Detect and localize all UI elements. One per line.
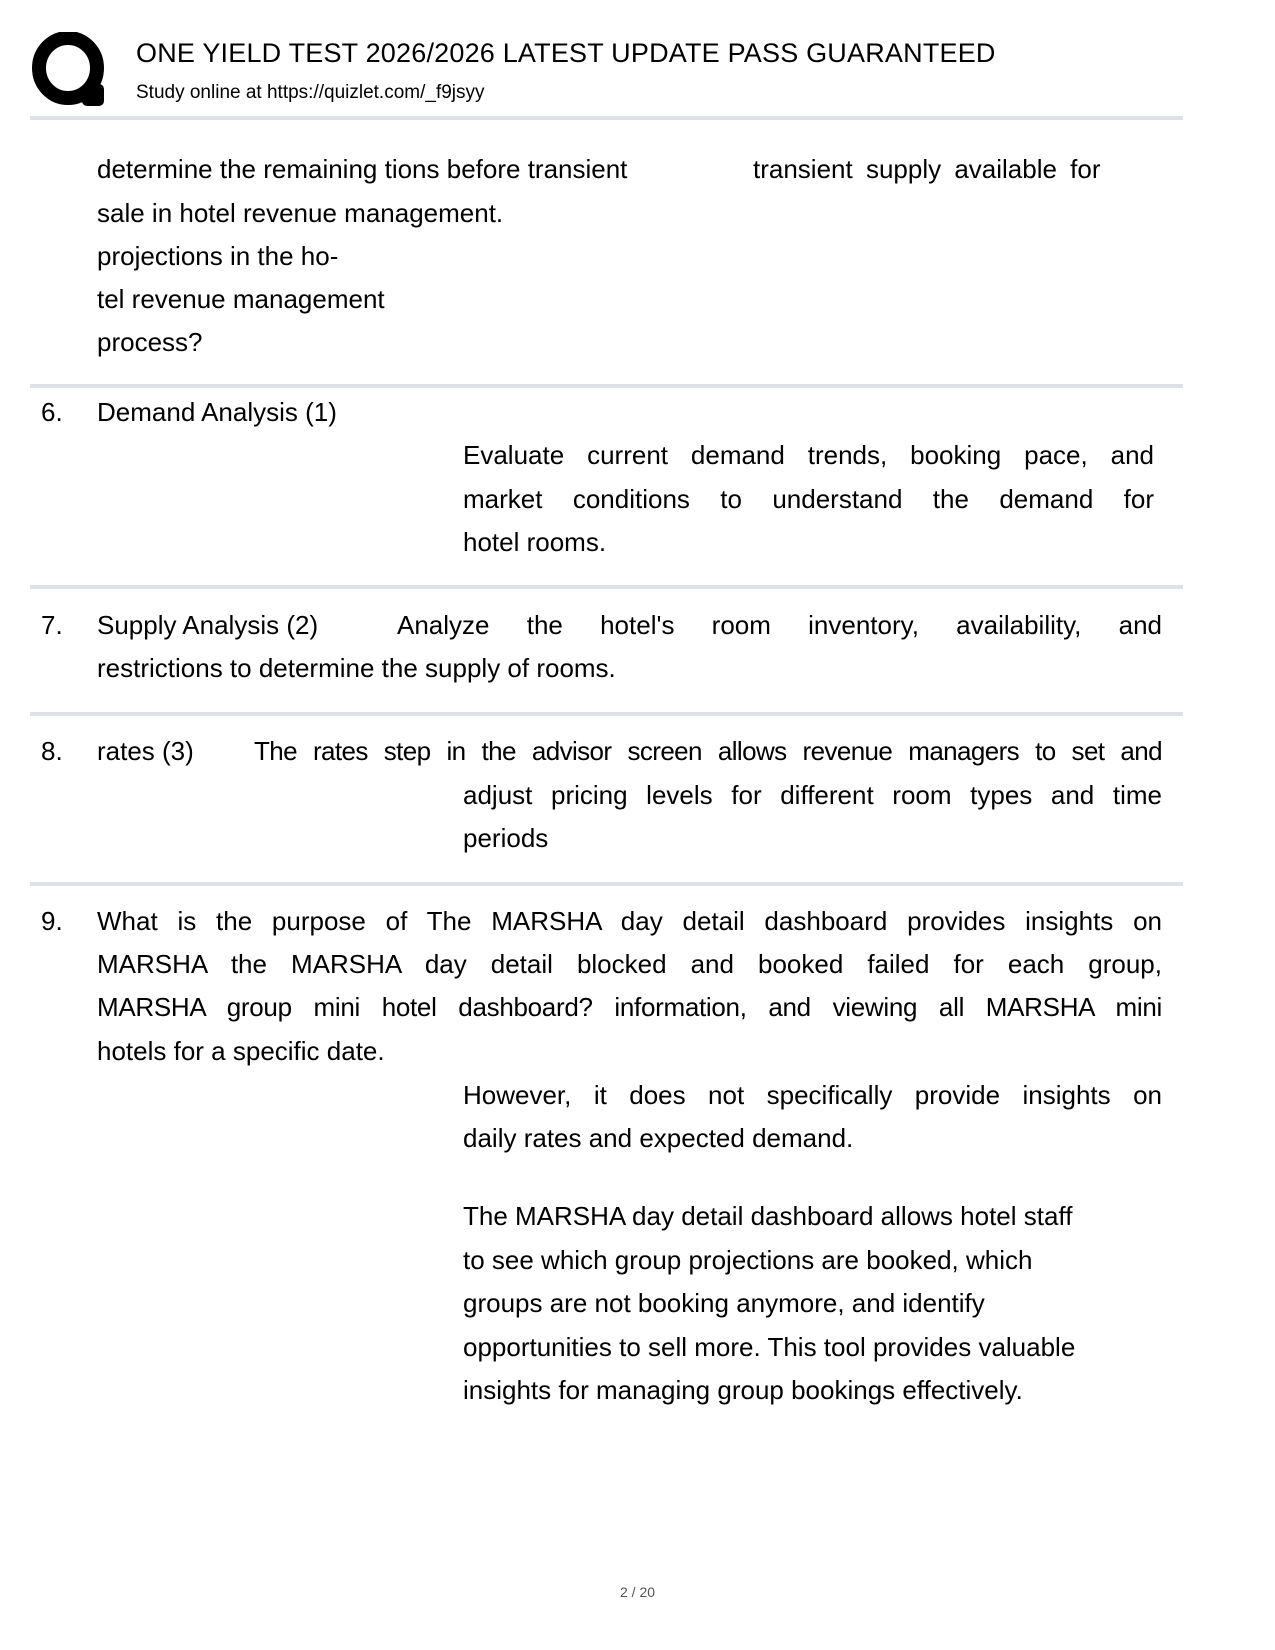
card-line: What is the purpose of The MARSHA day detail dashboard provides insights on — [97, 906, 1162, 936]
card-divider — [30, 384, 1183, 388]
card-line: hotels for a specific date. — [97, 1036, 385, 1066]
card-number: 9. — [41, 906, 63, 936]
page-number: 2 / 20 — [619, 1584, 656, 1600]
card-5-line-4: tel revenue management — [97, 284, 385, 314]
document-title: ONE YIELD TEST 2026/2026 LATEST UPDATE PASS GUARANTEED — [136, 38, 996, 68]
card-definition-line: to see which group projections are booked, which — [463, 1245, 1033, 1275]
card-5-line-3: projections in the ho- — [97, 241, 339, 271]
card-definition-line: insights for managing group bookings effectively. — [463, 1375, 1023, 1405]
card-definition-line: adjust pricing levels for different room types and time — [463, 780, 1162, 810]
card-line: MARSHA the MARSHA day detail blocked and booked failed for each group, — [97, 949, 1162, 979]
card-5-line-5: process? — [97, 327, 203, 357]
card-definition-line: The rates step in the advisor screen allows revenue managers to set and — [254, 736, 1162, 766]
card-definition-line: restrictions to determine the supply of rooms. — [97, 653, 616, 683]
card-definition-line: Analyze the hotel's room inventory, availability, and — [397, 610, 1162, 640]
card-term: Supply Analysis (2) — [97, 610, 319, 640]
card-definition-line: The MARSHA day detail dashboard allows hotel staff — [463, 1201, 1073, 1231]
card-term: rates (3) — [97, 736, 194, 766]
card-number: 6. — [41, 397, 63, 427]
quizlet-q-logo-icon — [30, 32, 110, 112]
card-definition-line: However, it does not specifically provide insights on — [463, 1080, 1162, 1110]
card-definition-line: hotel rooms. — [463, 527, 607, 557]
card-line: MARSHA group mini hotel dashboard? information, and viewing all MARSHA mini — [97, 992, 1162, 1022]
card-number: 8. — [41, 736, 63, 766]
card-term: Demand Analysis (1) — [97, 397, 337, 427]
study-online-link[interactable]: Study online at https://quizlet.com/_f9jsyy — [136, 82, 485, 103]
card-number: 7. — [41, 610, 63, 640]
card-definition-line: market conditions to understand the demand for — [463, 484, 1154, 514]
card-5-term-line-1: determine the remaining tions before transient — [97, 154, 628, 184]
card-definition-line: groups are not booking anymore, and identify — [463, 1288, 985, 1318]
card-divider — [30, 712, 1183, 716]
card-5-line-2: sale in hotel revenue management. — [97, 198, 504, 228]
card-definition-line: daily rates and expected demand. — [463, 1123, 854, 1153]
card-definition-line: opportunities to sell more. This tool provides valuable — [463, 1332, 1076, 1362]
card-divider — [30, 585, 1183, 589]
card-5-definition-line-1: transient supply available for — [753, 154, 1101, 184]
header-divider — [30, 116, 1183, 120]
card-definition-line: Evaluate current demand trends, booking pace, and — [463, 440, 1154, 470]
card-divider — [30, 882, 1183, 886]
card-definition-line: periods — [463, 823, 549, 853]
